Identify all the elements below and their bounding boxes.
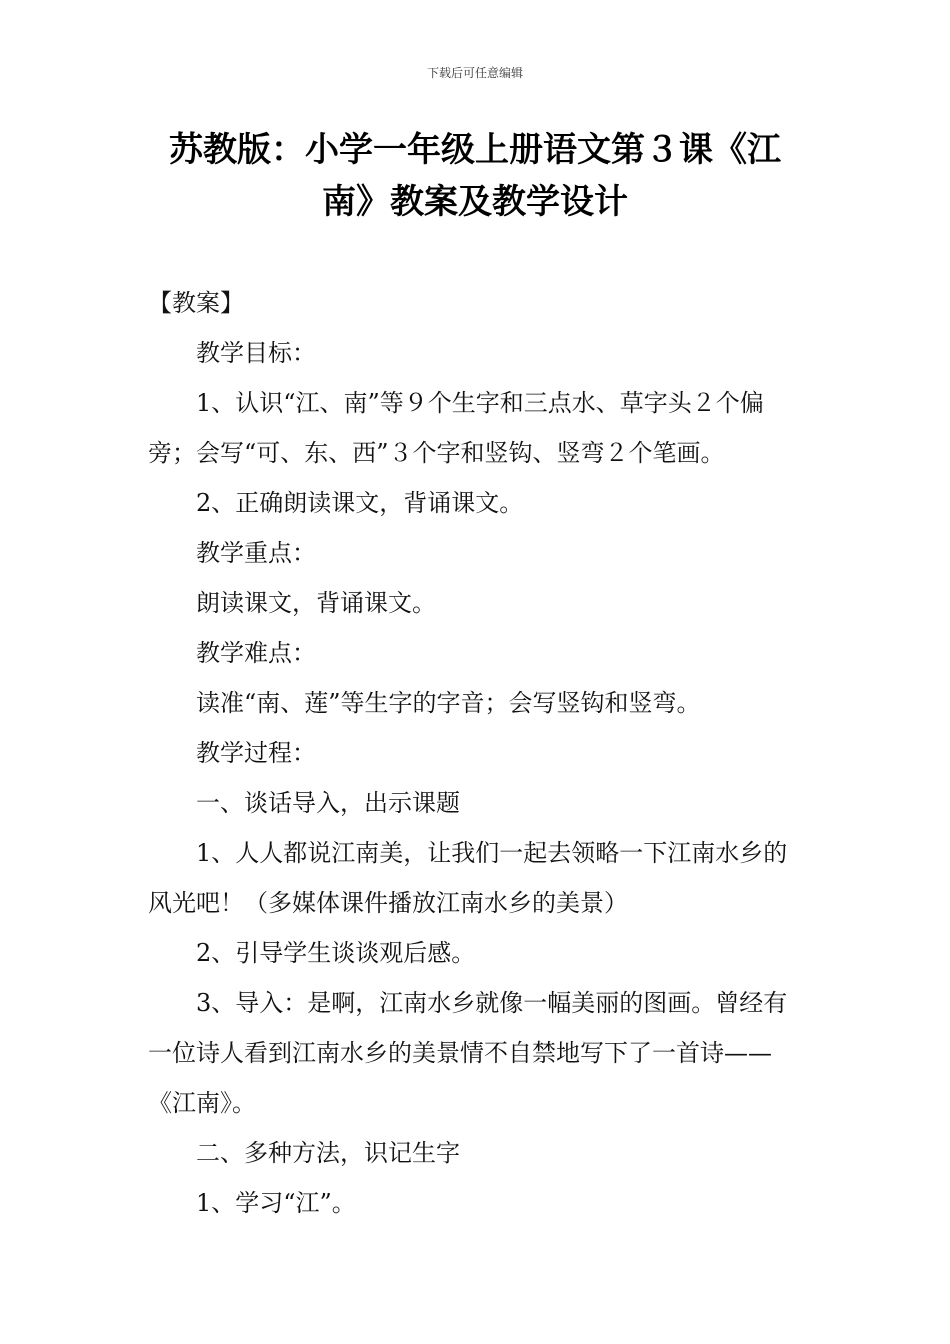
paragraph-step-1-heading: 一、谈话导入，出示课题 bbox=[196, 789, 460, 817]
title-line-2: 南》教案及教学设计 bbox=[322, 182, 628, 222]
document-body bbox=[148, 328, 810, 1228]
paragraph-key-points-heading: 教学重点： bbox=[196, 539, 316, 567]
paragraph-process-heading: 教学过程： bbox=[196, 739, 316, 767]
title-line-1: 苏教版：小学一年级上册语文第３课《江 bbox=[169, 130, 781, 170]
header-note: 下载后可任意编辑 bbox=[426, 66, 523, 80]
paragraph-step-2-item-1: 1、学习“江”。 bbox=[196, 1189, 356, 1217]
paragraph-step-1-item-1: 1、人人都说江南美，让我们一起去领略一下江南水乡的风光吧！（多媒体课件播放江南水乡的美景） bbox=[148, 839, 788, 917]
paragraph-key-points: 朗读课文，背诵课文。 bbox=[196, 589, 436, 617]
paragraph-difficulties-heading: 教学难点： bbox=[196, 639, 316, 667]
paragraph-difficulties: 读准“南、莲”等生字的字音；会写竖钩和竖弯。 bbox=[196, 689, 701, 717]
paragraph-step-2-heading: 二、多种方法，识记生字 bbox=[196, 1139, 460, 1167]
paragraph-teaching-goals-heading: 教学目标： bbox=[196, 339, 316, 367]
paragraph-goal-2: 2、正确朗读课文，背诵课文。 bbox=[196, 489, 524, 517]
section-label: 【教案】 bbox=[148, 289, 244, 317]
paragraph-step-1-item-3: 3、导入：是啊，江南水乡就像一幅美丽的图画。曾经有一位诗人看到江南水乡的美景情不自禁地写下了一首诗——《江南》。 bbox=[148, 989, 788, 1117]
document-title bbox=[150, 124, 800, 228]
paragraph-step-1-item-2: 2、引导学生谈谈观后感。 bbox=[196, 939, 476, 967]
paragraph-goal-1: 1、认识“江、南”等９个生字和三点水、草字头２个偏旁；会写“可、东、西”３个字和竖钩、竖弯２个笔画。 bbox=[148, 389, 764, 467]
